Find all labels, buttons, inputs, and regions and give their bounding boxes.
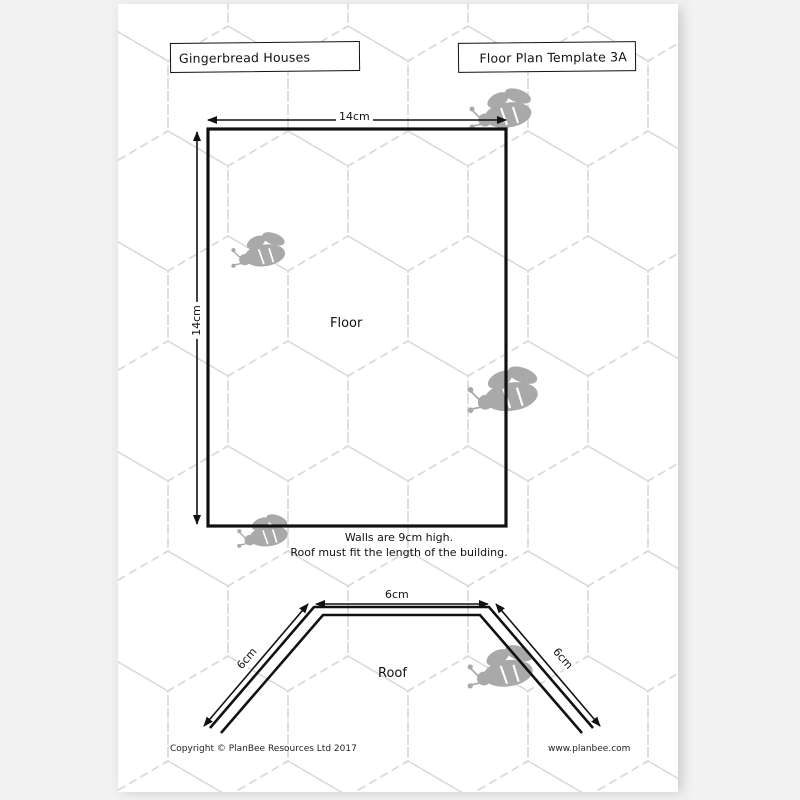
worksheet-sheet — [118, 4, 678, 792]
header-title-box-left — [170, 41, 360, 73]
roof-left-dimension — [204, 604, 308, 726]
footer-copyright: Copyright © PlanBee Resources Ltd 2017 — [170, 744, 357, 754]
note-line-2: Roof must fit the length of the building. — [290, 546, 508, 559]
roof-top-label: 6cm — [382, 588, 412, 601]
header-title-left: Gingerbread Houses — [178, 49, 311, 66]
roof-left-label: 6cm — [232, 643, 261, 674]
note-line-1: Walls are 9cm high. — [344, 531, 454, 544]
header-title-right: Floor Plan Template 3A — [479, 48, 628, 66]
roof-shape-label: Roof — [378, 666, 407, 681]
roof-right-label: 6cm — [548, 643, 577, 674]
floor-height-label: 14cm — [190, 302, 203, 339]
footer-website[interactable]: www.planbee.com — [548, 744, 631, 754]
floor-shape-label: Floor — [330, 316, 363, 331]
roof-right-dimension — [496, 604, 600, 726]
floor-width-label: 14cm — [336, 110, 373, 123]
header-title-box-right — [458, 41, 636, 73]
